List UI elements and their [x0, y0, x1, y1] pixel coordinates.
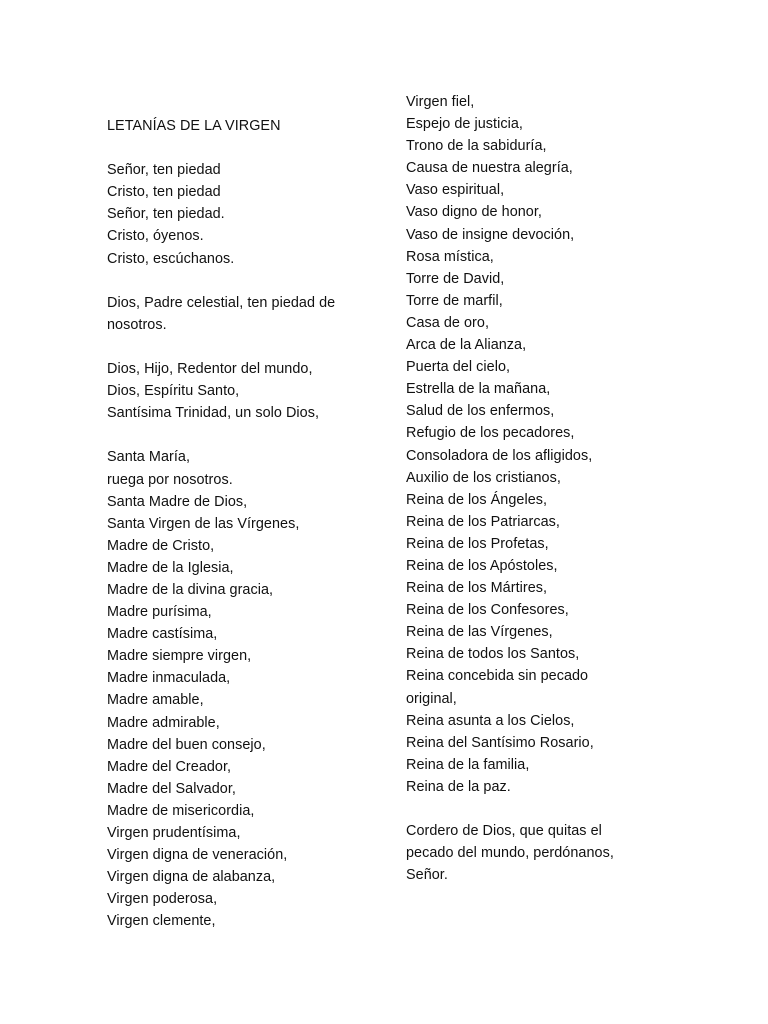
text-line: Reina de la paz.: [406, 778, 511, 795]
blank-line: [107, 270, 387, 292]
text-line: Reina concebida sin pecado: [406, 668, 589, 685]
right-column: [406, 91, 726, 886]
right-invocations-section: [406, 91, 726, 798]
text-line: Santa María,: [107, 449, 190, 466]
text-line: Reina de los Profetas,: [406, 535, 549, 552]
text-line: Reina de las Vírgenes,: [406, 624, 553, 641]
agnus-dei-section: [406, 820, 726, 886]
text-line: Madre castísima,: [107, 626, 218, 643]
document-title: LETANÍAS DE LA VIRGEN: [107, 118, 281, 134]
text-line: Reina del Santísimo Rosario,: [406, 734, 594, 751]
text-line: Reina de la familia,: [406, 756, 530, 773]
text-line: Madre de misericordia,: [107, 802, 255, 819]
text-line: Dios, Espíritu Santo,: [107, 383, 240, 400]
trinity-section: [107, 358, 387, 424]
text-line: Señor, ten piedad: [107, 162, 221, 179]
text-line: Madre siempre virgen,: [107, 648, 252, 665]
text-line: Señor, ten piedad.: [107, 206, 225, 223]
text-line: Madre del buen consejo,: [107, 736, 266, 753]
text-line: Reina de los Confesores,: [406, 602, 569, 619]
text-line: Santísima Trinidad, un solo Dios,: [107, 405, 320, 422]
text-line: Madre amable,: [107, 692, 204, 709]
text-line: Estrella de la mañana,: [406, 381, 551, 398]
text-line: nosotros.: [107, 316, 167, 333]
text-line: Madre del Creador,: [107, 758, 232, 775]
text-line: Puerta del cielo,: [406, 359, 511, 376]
text-line: Madre admirable,: [107, 714, 220, 731]
text-line: Cristo, óyenos.: [107, 228, 204, 245]
blank-line: [107, 424, 387, 446]
text-line: Cristo, ten piedad: [107, 184, 221, 201]
text-line: Vaso digno de honor,: [406, 204, 542, 221]
text-line: Torre de marfil,: [406, 292, 503, 309]
text-line: Cristo, escúchanos.: [107, 250, 235, 267]
text-line: original,: [406, 690, 457, 707]
text-line: Santa Virgen de las Vírgenes,: [107, 515, 300, 532]
text-line: Madre de la divina gracia,: [107, 581, 274, 598]
text-line: Madre inmaculada,: [107, 670, 231, 687]
text-line: Dios, Padre celestial, ten piedad de: [107, 294, 336, 311]
text-line: Casa de oro,: [406, 314, 489, 331]
text-line: Madre de la Iglesia,: [107, 559, 234, 576]
text-line: Señor.: [406, 867, 448, 884]
text-line: Santa Madre de Dios,: [107, 493, 248, 510]
text-line: Salud de los enfermos,: [406, 403, 555, 420]
text-line: Virgen poderosa,: [107, 891, 218, 908]
text-line: Causa de nuestra alegría,: [406, 160, 573, 177]
text-line: Madre purísima,: [107, 604, 212, 621]
text-line: Madre de Cristo,: [107, 537, 215, 554]
text-line: Auxilio de los cristianos,: [406, 469, 561, 486]
left-column: [107, 115, 387, 932]
text-line: Trono de la sabiduría,: [406, 138, 547, 155]
text-line: pecado del mundo, perdónanos,: [406, 845, 614, 862]
text-line: Reina asunta a los Cielos,: [406, 712, 575, 729]
text-line: Virgen prudentísima,: [107, 825, 241, 841]
text-line: ruega por nosotros.: [107, 471, 233, 488]
text-line: Dios, Hijo, Redentor del mundo,: [107, 361, 313, 378]
blank-line: [107, 137, 387, 159]
text-line: Vaso espiritual,: [406, 182, 505, 199]
text-line: Torre de David,: [406, 270, 505, 287]
text-line: Virgen digna de alabanza,: [107, 869, 276, 886]
text-line: Rosa mística,: [406, 248, 494, 265]
father-section: [107, 292, 387, 336]
text-line: Virgen clemente,: [107, 913, 216, 930]
text-line: Madre del Salvador,: [107, 780, 236, 797]
blank-line: [406, 798, 726, 820]
text-line: Reina de todos los Santos,: [406, 646, 580, 663]
text-line: Refugio de los pecadores,: [406, 425, 575, 442]
kyrie-section: [107, 159, 387, 269]
text-line: Cordero de Dios, que quitas el: [406, 823, 602, 840]
text-line: Vaso de insigne devoción,: [406, 226, 575, 243]
left-invocations-section: [107, 446, 387, 932]
text-line: Consoladora de los afligidos,: [406, 447, 593, 464]
text-line: Espejo de justicia,: [406, 116, 523, 133]
text-line: Arca de la Alianza,: [406, 337, 527, 354]
text-line: Virgen digna de veneración,: [107, 847, 288, 864]
text-line: Reina de los Apóstoles,: [406, 557, 558, 574]
text-line: Reina de los Patriarcas,: [406, 513, 560, 530]
blank-line: [107, 336, 387, 358]
text-line: Reina de los Ángeles,: [406, 491, 548, 508]
text-line: Reina de los Mártires,: [406, 580, 548, 597]
text-line: Virgen fiel,: [406, 94, 475, 110]
